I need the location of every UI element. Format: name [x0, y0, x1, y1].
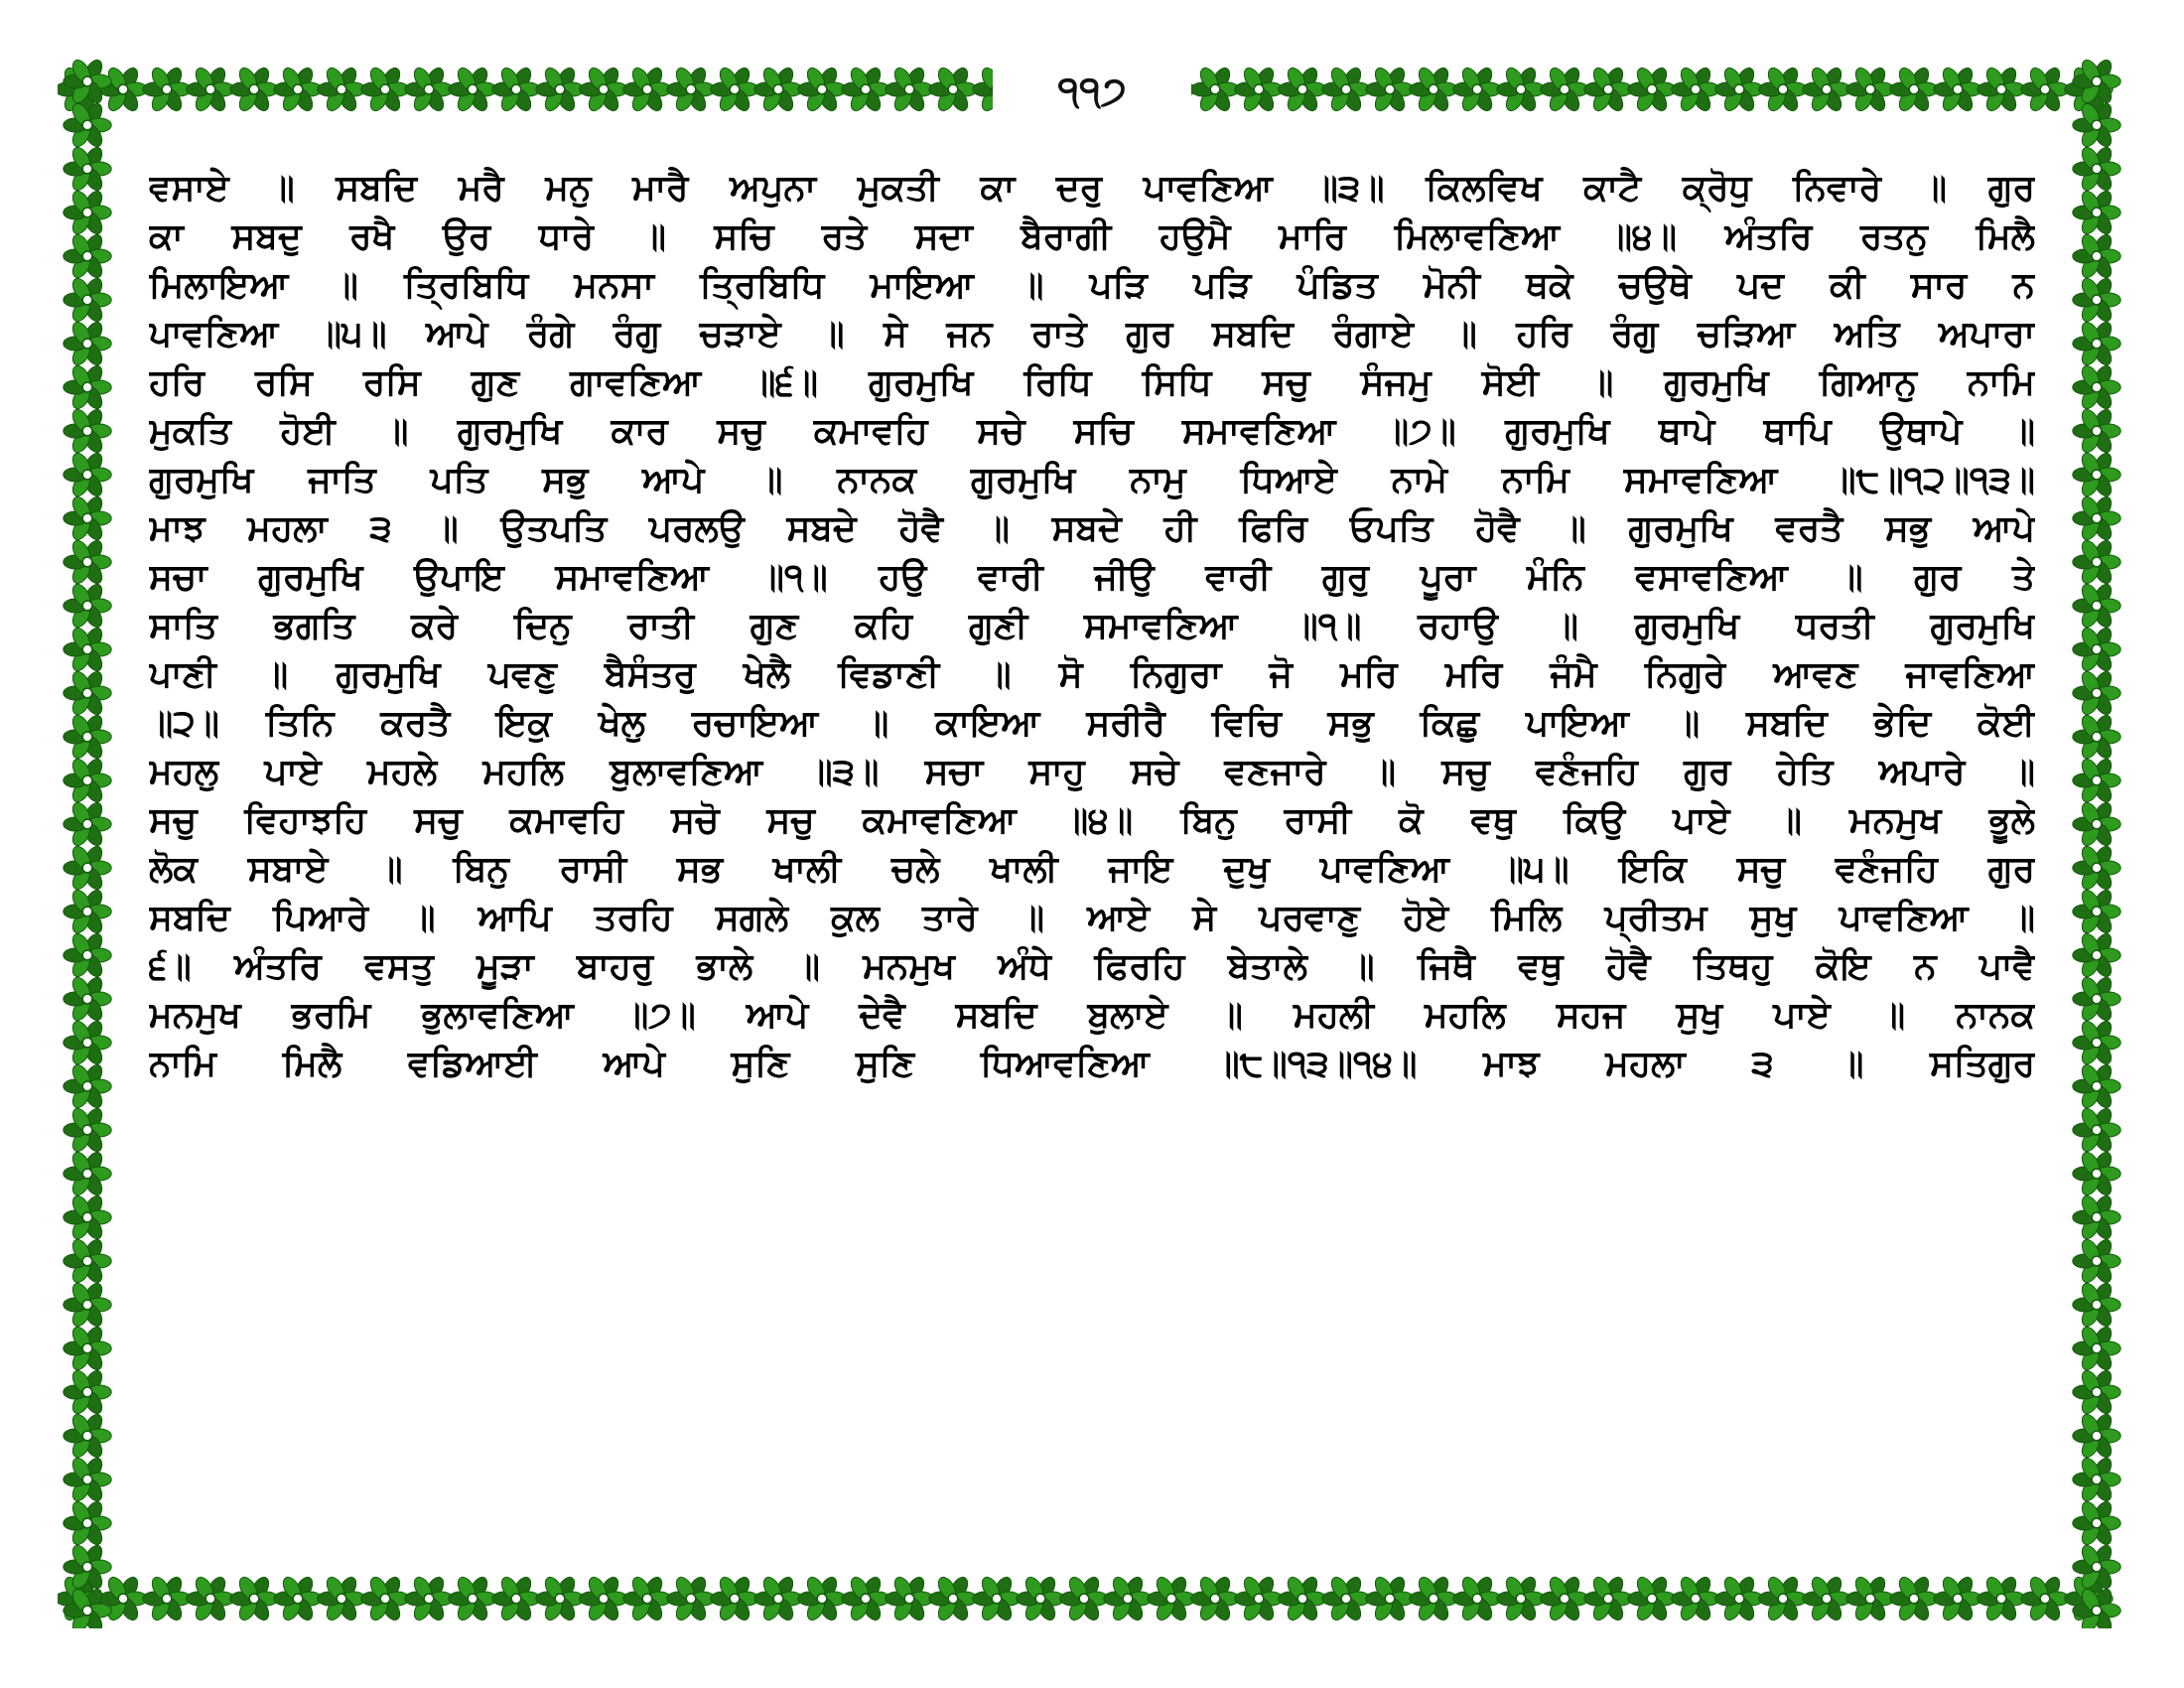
green-flower-icon: [798, 1575, 846, 1623]
green-flower-icon: [2073, 888, 2120, 936]
green-flower-icon: [536, 1575, 584, 1623]
green-flower-icon: [64, 276, 111, 325]
green-flower-icon: [2073, 1368, 2120, 1417]
green-flower-icon: [2073, 145, 2120, 194]
text-line: ਪਾਣੀ ॥ ਗੁਰਮੁਖਿ ਪਵਣੁ ਬੈਸੰਤਰੁ ਖੇਲੈ ਵਿਡਾਣੀ ॥ ਸੋ ਨਿਗੁਰਾ ਜੋ ਮਰਿ ਮਰਿ ਜੰਮੈ ਨਿਗੁਰੇ ਆਵਣ ਜਾਵਣਿਆ: [149, 654, 2035, 695]
green-flower-icon: [64, 1281, 111, 1330]
green-flower-icon: [1803, 66, 1850, 114]
green-flower-icon: [623, 66, 671, 114]
green-flower-icon: [64, 626, 111, 674]
green-flower-icon: [2073, 844, 2120, 893]
green-flower-icon: [143, 66, 191, 114]
green-flower-icon: [754, 66, 802, 114]
green-flower-icon: [1322, 66, 1370, 114]
green-flower-icon: [64, 757, 111, 805]
green-flower-icon: [2073, 1106, 2120, 1155]
green-flower-icon: [1846, 1575, 1894, 1623]
green-flower-icon: [2073, 494, 2120, 543]
green-flower-icon: [754, 1575, 802, 1623]
green-flower-icon: [274, 66, 322, 114]
green-flower-icon: [64, 800, 111, 849]
green-flower-icon: [1235, 1575, 1283, 1623]
green-flower-icon: [449, 66, 496, 114]
green-flower-icon: [64, 1412, 111, 1461]
green-flower-icon: [667, 66, 715, 114]
green-flower-icon: [536, 66, 584, 114]
green-flower-icon: [2073, 101, 2120, 150]
green-flower-icon: [1410, 66, 1457, 114]
green-flower-icon: [318, 66, 365, 114]
green-flower-icon: [2073, 1325, 2120, 1373]
green-flower-icon: [2073, 1499, 2120, 1548]
text-line: ੬॥ ਅੰਤਰਿ ਵਸਤੁ ਮੂੜਾ ਬਾਹਰੁ ਭਾਲੇ ॥ ਮਨਮੁਖ ਅੰਧੇ ਫਿਰਹਿ ਬੇਤਾਲੇ ॥ ਜਿਥੈ ਵਥੁ ਹੋਵੈ ਤਿਥਹੁ ਕੋਇ ਨ ਪਾਵੈ: [149, 946, 2035, 987]
green-flower-icon: [405, 66, 453, 114]
green-flower-icon: [2073, 975, 2120, 1024]
green-flower-icon: [1453, 66, 1501, 114]
green-flower-icon: [64, 1194, 111, 1242]
green-flower-icon: [1191, 1575, 1239, 1623]
page-number: ੧੧੭: [993, 62, 1191, 121]
green-flower-icon: [2073, 669, 2120, 718]
green-flower-icon: [1672, 66, 1719, 114]
green-flower-icon: [361, 1575, 409, 1623]
green-flower-icon: [886, 66, 933, 114]
green-flower-icon: [492, 1575, 540, 1623]
green-flower-icon: [623, 1575, 671, 1623]
green-flower-icon: [1846, 66, 1894, 114]
green-flower-icon: [64, 407, 111, 456]
green-flower-icon: [798, 66, 846, 114]
green-flower-icon: [64, 1019, 111, 1067]
green-flower-icon: [64, 1237, 111, 1286]
text-line: ਲੋਕ ਸਬਾਏ ॥ ਬਿਨੁ ਰਾਸੀ ਸਭ ਖਾਲੀ ਚਲੇ ਖਾਲੀ ਜਾਇ ਦੁਖੁ ਪਾਵਣਿਆ ॥੫॥ ਇਕਿ ਸਚੁ ਵਣੰਜਹਿ ਗੁਰ: [149, 849, 2035, 890]
green-flower-icon: [1017, 1575, 1064, 1623]
green-flower-icon: [64, 320, 111, 368]
text-line: ਵਸਾਏ ॥ ਸਬਦਿ ਮਰੈ ਮਨੁ ਮਾਰੈ ਅਪੁਨਾ ਮੁਕਤੀ ਕਾ ਦਰੁ ਪਾਵਣਿਆ ॥੩॥ ਕਿਲਵਿਖ ਕਾਟੈ ਕ੍ਰੋਧੁ ਨਿਵਾਰੇ ॥ ਗੁਰ: [149, 168, 2035, 209]
text-line: ਮੁਕਤਿ ਹੋਈ ॥ ਗੁਰਮੁਖਿ ਕਾਰ ਸਚੁ ਕਮਾਵਹਿ ਸਚੇ ਸਚਿ ਸਮਾਵਣਿਆ ॥੭॥ ਗੁਰਮੁਖਿ ਥਾਪੇ ਥਾਪਿ ਉਥਾਪੇ ॥: [149, 411, 2035, 452]
green-flower-icon: [1279, 66, 1326, 114]
green-flower-icon: [1803, 1575, 1850, 1623]
green-flower-icon: [1759, 66, 1807, 114]
text-line: ਪਾਵਣਿਆ ॥੫॥ ਆਪੇ ਰੰਗੇ ਰੰਗੁ ਚੜਾਏ ॥ ਸੇ ਜਨ ਰਾਤੇ ਗੁਰ ਸਬਦਿ ਰੰਗਾਏ ॥ ਹਰਿ ਰੰਗੁ ਚੜਿਆ ਅਤਿ ਅਪਾਰਾ: [149, 314, 2035, 354]
green-flower-icon: [1628, 1575, 1676, 1623]
text-line: ਨਾਮਿ ਮਿਲੈ ਵਡਿਆਈ ਆਪੇ ਸੁਣਿ ਸੁਣਿ ਧਿਆਵਣਿਆ ॥੮॥੧੩॥੧੪॥ ਮਾਝ ਮਹਲਾ ੩ ॥ ਸਤਿਗੁਰ: [149, 1044, 2035, 1084]
green-flower-icon: [580, 66, 627, 114]
text-line: ਮਨਮੁਖ ਭਰਮਿ ਭੁਲਾਵਣਿਆ ॥੭॥ ਆਪੇ ਦੇਵੈ ਸਬਦਿ ਬੁਲਾਏ ॥ ਮਹਲੀ ਮਹਲਿ ਸਹਜ ਸੁਖੁ ਪਾਏ ॥ ਨਾਨਕ: [149, 995, 2035, 1036]
green-flower-icon: [1584, 66, 1632, 114]
text-line: ਸਬਦਿ ਪਿਆਰੇ ॥ ਆਪਿ ਤਰਹਿ ਸਗਲੇ ਕੁਲ ਤਾਰੇ ॥ ਆਏ ਸੇ ਪਰਵਾਣੁ ਹੋਏ ਮਿਲਿ ਪ੍ਰੀਤਮ ਸੁਖੁ ਪਾਵਣਿਆ ॥: [149, 898, 2035, 938]
green-flower-icon: [2073, 1194, 2120, 1242]
green-flower-icon: [1322, 1575, 1370, 1623]
green-flower-icon: [1978, 1575, 2025, 1623]
green-flower-icon: [1541, 1575, 1588, 1623]
green-flower-icon: [1541, 66, 1588, 114]
green-flower-icon: [64, 1587, 111, 1628]
green-flower-icon: [64, 844, 111, 893]
green-flower-icon: [2073, 1237, 2120, 1286]
green-flower-icon: [711, 1575, 758, 1623]
green-flower-icon: [2073, 800, 2120, 849]
green-flower-icon: [143, 1575, 191, 1623]
green-flower-icon: [361, 66, 409, 114]
green-flower-icon: [64, 538, 111, 587]
green-flower-icon: [2021, 1575, 2069, 1623]
green-flower-icon: [1497, 1575, 1545, 1623]
green-flower-icon: [64, 232, 111, 281]
text-line: ਹਰਿ ਰਸਿ ਰਸਿ ਗੁਣ ਗਾਵਣਿਆ ॥੬॥ ਗੁਰਮੁਖਿ ਰਿਧਿ ਸਿਧਿ ਸਚੁ ਸੰਜਮੁ ਸੋਈ ॥ ਗੁਰਮੁਖਿ ਗਿਆਨੁ ਨਾਮਿ: [149, 362, 2035, 403]
green-flower-icon: [2073, 1456, 2120, 1504]
green-flower-icon: [1497, 66, 1545, 114]
green-flower-icon: [64, 1150, 111, 1198]
green-flower-icon: [64, 189, 111, 237]
green-flower-icon: [1978, 66, 2025, 114]
green-flower-icon: [64, 1543, 111, 1592]
green-flower-icon: [2073, 1019, 2120, 1067]
green-flower-icon: [64, 931, 111, 980]
green-flower-icon: [64, 494, 111, 543]
green-flower-icon: [667, 1575, 715, 1623]
green-flower-icon: [929, 66, 977, 114]
green-flower-icon: [1191, 66, 1239, 114]
green-flower-icon: [2073, 363, 2120, 412]
green-flower-icon: [2073, 1062, 2120, 1111]
green-flower-icon: [274, 1575, 322, 1623]
green-flower-icon: [1148, 1575, 1195, 1623]
text-line: ॥੨॥ ਤਿਨਿ ਕਰਤੈ ਇਕੁ ਖੇਲੁ ਰਚਾਇਆ ॥ ਕਾਇਆ ਸਰੀਰੈ ਵਿਚਿ ਸਭੁ ਕਿਛੁ ਪਾਇਆ ॥ ਸਬਦਿ ਭੇਦਿ ਕੋਈ: [149, 703, 2035, 744]
border-right: [2067, 60, 2126, 1628]
green-flower-icon: [1060, 1575, 1108, 1623]
green-flower-icon: [230, 1575, 278, 1623]
text-line: ਸਚੁ ਵਿਹਾਝਹਿ ਸਚੁ ਕਮਾਵਹਿ ਸਚੋ ਸਚੁ ਕਮਾਵਣਿਆ ॥੪॥ ਬਿਨੁ ਰਾਸੀ ਕੋ ਵਥੁ ਕਿਉ ਪਾਏ ॥ ਮਨਮੁਖ ਭੂਲੇ: [149, 800, 2035, 841]
green-flower-icon: [2021, 66, 2069, 114]
green-flower-icon: [1366, 66, 1414, 114]
green-flower-icon: [2073, 189, 2120, 237]
green-flower-icon: [1410, 1575, 1457, 1623]
green-flower-icon: [64, 975, 111, 1024]
green-flower-icon: [2073, 713, 2120, 762]
green-flower-icon: [1715, 66, 1763, 114]
green-flower-icon: [2073, 1412, 2120, 1461]
border-left-flowers: [58, 60, 117, 1628]
green-flower-icon: [64, 888, 111, 936]
green-flower-icon: [2073, 538, 2120, 587]
green-flower-icon: [1890, 66, 1938, 114]
green-flower-icon: [2073, 320, 2120, 368]
green-flower-icon: [187, 66, 234, 114]
green-flower-icon: [842, 66, 889, 114]
green-flower-icon: [1584, 1575, 1632, 1623]
text-line: ਮਿਲਾਇਆ ॥ ਤ੍ਰਿਬਿਧਿ ਮਨਸਾ ਤ੍ਰਿਬਿਧਿ ਮਾਇਆ ॥ ਪੜਿ ਪੜਿ ਪੰਡਿਤ ਮੋਨੀ ਥਕੇ ਚਉਥੇ ਪਦ ਕੀ ਸਾਰ ਨ: [149, 265, 2035, 306]
green-flower-icon: [842, 1575, 889, 1623]
text-line: ਮਾਝ ਮਹਲਾ ੩ ॥ ਉਤਪਤਿ ਪਰਲਉ ਸਬਦੇ ਹੋਵੈ ॥ ਸਬਦੇ ਹੀ ਫਿਰਿ ਓਪਤਿ ਹੋਵੈ ॥ ਗੁਰਮੁਖਿ ਵਰਤੈ ਸਭੁ ਆਪੇ: [149, 508, 2035, 549]
green-flower-icon: [1672, 1575, 1719, 1623]
text-line: ਸਾਤਿ ਭਗਤਿ ਕਰੇ ਦਿਨੁ ਰਾਤੀ ਗੁਣ ਕਹਿ ਗੁਣੀ ਸਮਾਵਣਿਆ ॥੧॥ ਰਹਾਉ ॥ ਗੁਰਮੁਖਿ ਧਰਤੀ ਗੁਰਮੁਖਿ: [149, 606, 2035, 646]
green-flower-icon: [973, 1575, 1021, 1623]
green-flower-icon: [1890, 1575, 1938, 1623]
green-flower-icon: [64, 101, 111, 150]
text-line: ਗੁਰਮੁਖਿ ਜਾਤਿ ਪਤਿ ਸਭੁ ਆਪੇ ॥ ਨਾਨਕ ਗੁਰਮੁਖਿ ਨਾਮੁ ਧਿਆਏ ਨਾਮੇ ਨਾਮਿ ਸਮਾਵਣਿਆ ॥੮॥੧੨॥੧੩॥: [149, 460, 2035, 500]
green-flower-icon: [1235, 66, 1283, 114]
green-flower-icon: [711, 66, 758, 114]
green-flower-icon: [1934, 66, 1981, 114]
green-flower-icon: [1934, 1575, 1981, 1623]
green-flower-icon: [2073, 931, 2120, 980]
gurbani-text-block: [149, 164, 2035, 1554]
text-line: ਕਾ ਸਬਦੁ ਰਖੈ ਉਰ ਧਾਰੇ ॥ ਸਚਿ ਰਤੇ ਸਦਾ ਬੈਰਾਗੀ ਹਉਮੈ ਮਾਰਿ ਮਿਲਾਵਣਿਆ ॥੪॥ ਅੰਤਰਿ ਰਤਨੁ ਮਿਲੈ: [149, 216, 2035, 257]
green-flower-icon: [64, 1456, 111, 1504]
border-left: [58, 60, 117, 1628]
green-flower-icon: [2073, 757, 2120, 805]
green-flower-icon: [1715, 1575, 1763, 1623]
green-flower-icon: [2073, 1587, 2120, 1628]
green-flower-icon: [1279, 1575, 1326, 1623]
border-right-flowers: [2067, 60, 2126, 1628]
green-flower-icon: [1453, 1575, 1501, 1623]
green-flower-icon: [64, 1325, 111, 1373]
text-line: ਮਹਲੁ ਪਾਏ ਮਹਲੇ ਮਹਲਿ ਬੁਲਾਵਣਿਆ ॥੩॥ ਸਚਾ ਸਾਹੁ ਸਚੇ ਵਣਜਾਰੇ ॥ ਸਚੁ ਵਣੰਜਹਿ ਗੁਰ ਹੇਤਿ ਅਪਾਰੇ ॥: [149, 752, 2035, 792]
green-flower-icon: [1628, 66, 1676, 114]
green-flower-icon: [64, 1499, 111, 1548]
green-flower-icon: [1104, 1575, 1152, 1623]
green-flower-icon: [64, 1106, 111, 1155]
green-flower-icon: [449, 1575, 496, 1623]
green-flower-icon: [580, 1575, 627, 1623]
green-flower-icon: [64, 1062, 111, 1111]
green-flower-icon: [405, 1575, 453, 1623]
green-flower-icon: [929, 1575, 977, 1623]
green-flower-icon: [64, 60, 111, 105]
green-flower-icon: [1759, 1575, 1807, 1623]
green-flower-icon: [64, 713, 111, 762]
green-flower-icon: [2073, 407, 2120, 456]
green-flower-icon: [2073, 582, 2120, 631]
green-flower-icon: [2073, 60, 2120, 105]
border-bottom-flowers: [58, 1569, 2126, 1628]
green-flower-icon: [64, 363, 111, 412]
green-flower-icon: [187, 1575, 234, 1623]
text-line: ਸਚਾ ਗੁਰਮੁਖਿ ਉਪਾਇ ਸਮਾਵਣਿਆ ॥੧॥ ਹਉ ਵਾਰੀ ਜੀਉ ਵਾਰੀ ਗੁਰੁ ਪੂਰਾ ਮੰਨਿ ਵਸਾਵਣਿਆ ॥ ਗੁਰ ਤੇ: [149, 557, 2035, 598]
green-flower-icon: [64, 669, 111, 718]
green-flower-icon: [2073, 1281, 2120, 1330]
green-flower-icon: [2073, 1150, 2120, 1198]
green-flower-icon: [886, 1575, 933, 1623]
green-flower-icon: [2073, 1543, 2120, 1592]
green-flower-icon: [64, 582, 111, 631]
green-flower-icon: [64, 451, 111, 499]
green-flower-icon: [64, 145, 111, 194]
border-bottom: [58, 1569, 2126, 1628]
green-flower-icon: [1366, 1575, 1414, 1623]
green-flower-icon: [2073, 451, 2120, 499]
green-flower-icon: [230, 66, 278, 114]
green-flower-icon: [492, 66, 540, 114]
green-flower-icon: [64, 1368, 111, 1417]
green-flower-icon: [2073, 626, 2120, 674]
green-flower-icon: [2073, 232, 2120, 281]
green-flower-icon: [2073, 276, 2120, 325]
green-flower-icon: [318, 1575, 365, 1623]
